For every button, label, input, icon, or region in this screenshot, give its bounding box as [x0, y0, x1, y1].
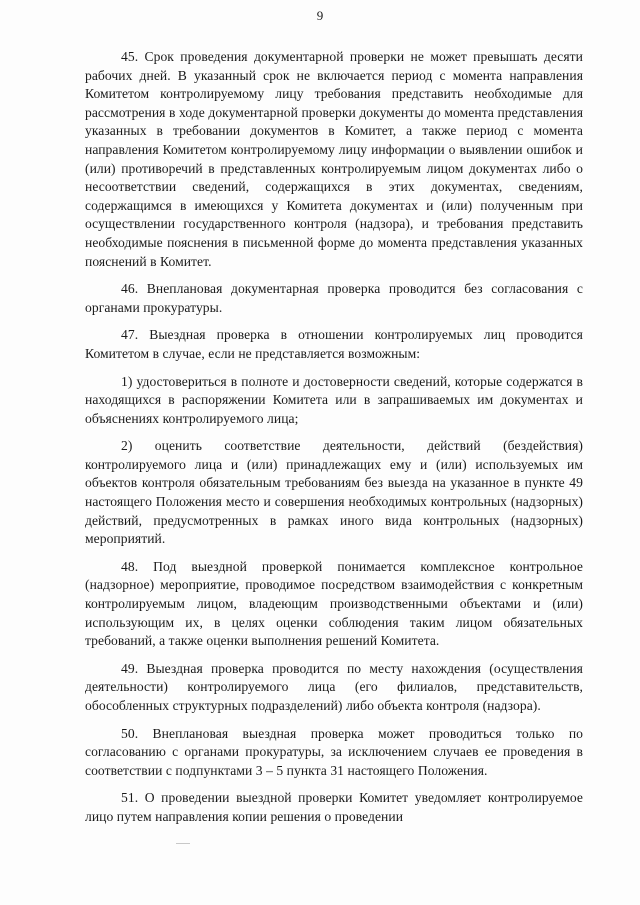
paragraph-48: 48. Под выездной проверкой понимается комплексное контрольное (надзорное) мероприятие, проводимое посредством взаимодействия с конкретным контролируемым лицом, владеющим производственными объектами и (или) использующим их, в целях оценки соблюдения таким лицом обязательных требований, а также оценки выполнения решений Комитета.: [85, 558, 583, 649]
document-body: [85, 48, 583, 836]
paragraph-45: 45. Срок проведения документарной проверки не может превышать десяти рабочих дней. В указанный срок не включается период с момента направления Комитетом контролируемому лицу требования представить необходимые для рассмотрения в ходе документарной проверки документы до момента представления указанных в требовании документов в Комитет, а также период с момента направления Комитетом контролируемому лицу информации о выявлении ошибок и (или) противоречий в представленных контролируемым лицом документах либо о несоответствии сведений, содержащихся в этих документах, сведениям, содержащимся в имеющихся у Комитета документах и (или) полученным при осуществлении государственного контроля (надзора), и требования представить необходимые пояснения в письменной форме до момента представления указанных пояснений в Комитет.: [85, 49, 583, 269]
scan-mark: [176, 843, 190, 844]
paragraph-47-item-1: 1) удостовериться в полноте и достоверности сведений, которые содержатся в находящихся в распоряжении Комитета или в запрашиваемых им документах и объяснениях контролируемого лица;: [85, 373, 583, 426]
page-number: 9: [316, 8, 324, 23]
paragraph-46: 46. Внеплановая документарная проверка проводится без согласования с органами прокуратуры.: [85, 281, 583, 315]
paragraph-49: 49. Выездная проверка проводится по месту нахождения (осуществления деятельности) контролируемого лица (его филиалов, представительств, обособленных структурных подразделений) либо объекта контроля (надзора).: [85, 660, 583, 713]
paragraph-47-item-2: 2) оценить соответствие деятельности, действий (бездействия) контролируемого лица и (или) принадлежащих ему и (или) используемых им объектов контроля обязательным требованиям без выезда на указанное в пункте 49 настоящего Положения место и совершения необходимых контрольных (надзорных) действий, предусмотренных в рамках иного вида контрольных (надзорных) мероприятий.: [85, 438, 583, 547]
paragraph-51: 51. О проведении выездной проверки Комитет уведомляет контролируемое лицо путем направления копии решения о проведении: [85, 790, 583, 824]
paragraph-47: 47. Выездная проверка в отношении контролируемых лиц проводится Комитетом в случае, если не представляется возможным:: [85, 327, 583, 361]
paragraph-50: 50. Внеплановая выездная проверка может проводиться только по согласованию с органами прокуратуры, за исключением случаев ее проведения в соответствии с подпунктами 3 – 5 пункта 31 настоящего Положения.: [85, 725, 583, 778]
